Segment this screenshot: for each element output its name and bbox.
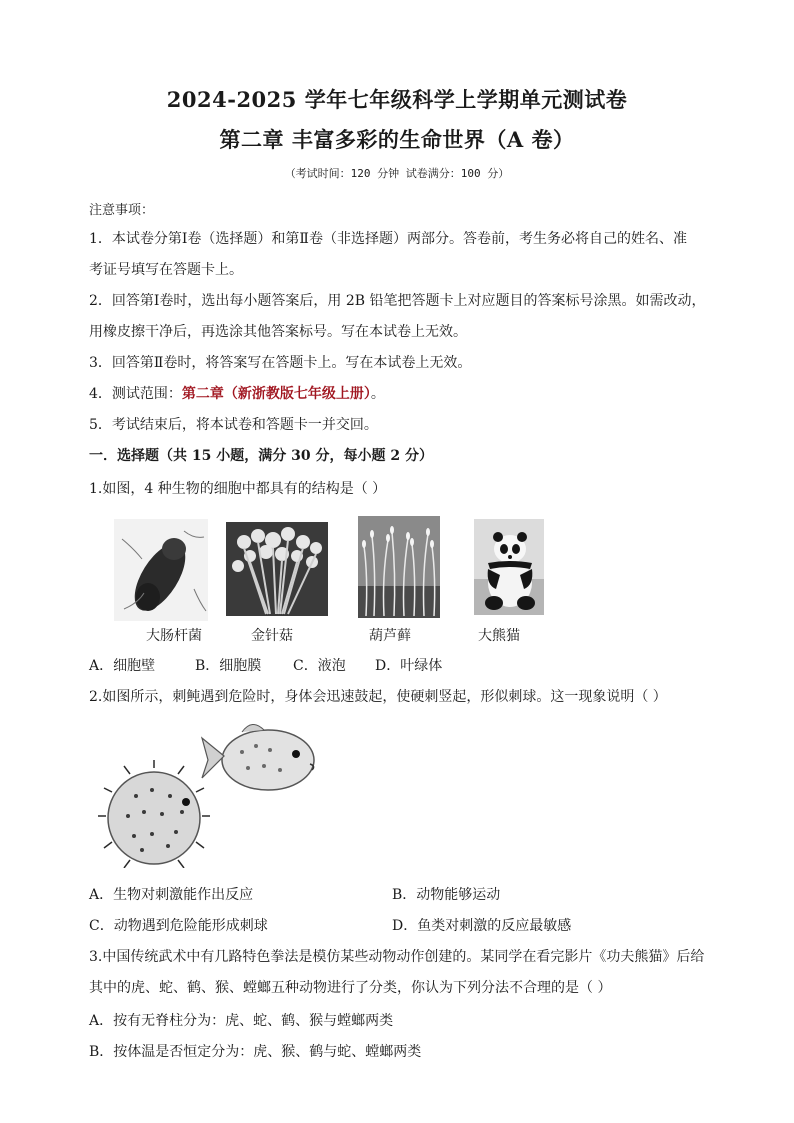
q1-option-c: C．液泡 [293,658,346,674]
q3-option-b: B．按体温是否恒定分为：虎、猴、鹤与蛇、螳螂两类 [89,1044,422,1060]
q2-option-a: A．生物对刺激能作出反应 [89,887,254,903]
giant-panda-image [474,519,544,615]
normal-pufferfish [202,724,314,790]
caption-panda: 大熊猫 [478,628,520,644]
caption-enoki: 金针菇 [251,628,293,644]
chapter-title: 第二章 丰富多彩的生命世界（A 卷） [219,127,575,152]
q2-option-c: C．动物遇到危险能形成刺球 [89,918,268,934]
inflated-pufferfish [98,760,210,868]
pufferfish-image [92,716,324,868]
exam-title: 2024-2025 学年七年级科学上学期单元测试卷 [166,87,628,112]
q3-option-a: A．按有无脊柱分为：虎、蛇、鹤、猴与螳螂两类 [89,1013,394,1029]
caption-moss: 葫芦藓 [369,628,411,644]
moss-image [358,516,440,618]
notice-item-4-suffix: 。 [370,386,385,402]
q2-option-b: B．动物能够运动 [392,887,501,903]
notice-item-4-prefix: 4．测试范围： [89,386,182,402]
caption-ecoli: 大肠杆菌 [146,628,202,644]
q1-stem: 1.如图，4 种生物的细胞中都具有的结构是（ ） [89,481,387,497]
notice-item-5: 5．考试结束后，将本试卷和答题卡一并交回。 [89,417,378,433]
notice-item-1b: 考证号填写在答题卡上。 [89,262,243,278]
notice-item-3: 3．回答第Ⅱ卷时，将答案写在答题卡上。写在本试卷上无效。 [89,355,472,371]
q2-stem: 2.如图所示，刺鲀遇到危险时，身体会迅速鼓起，使硬刺竖起，形似刺球。这一现象说明（ ） [89,689,667,705]
test-scope: 第二章（新浙教版七年级上册） [181,386,371,402]
section-heading: 一．选择题（共 15 小题，满分 30 分，每小题 2 分） [89,448,433,464]
notice-item-2a: 2．回答第Ⅰ卷时，选出每小题答案后，用 2B 铅笔把答题卡上对应题目的答案标号涂黑。如需改动， [89,293,706,309]
notice-item-2b: 用橡皮擦干净后，再选涂其他答案标号。写在本试卷上无效。 [89,324,467,340]
q2-option-d: D．鱼类对刺激的反应最敏感 [392,918,572,934]
q1-option-b: B．细胞膜 [195,658,262,674]
q1-option-a: A．细胞壁 [89,658,156,674]
notice-item-1a: 1．本试卷分第Ⅰ卷（选择题）和第Ⅱ卷（非选择题）两部分。答卷前，考生务必将自己的姓名、准 [89,231,687,247]
q3-stem-line-2: 其中的虎、蛇、鹤、猴、螳螂五种动物进行了分类，你认为下列分法不合理的是（ ） [89,980,612,996]
notice-item-4 [89,383,385,403]
ecoli-image [114,519,208,621]
q3-stem-line-1: 3.中国传统武术中有几路特色拳法是模仿某些动物动作创建的。某同学在看完影片《功夫熊猫》后给 [89,949,705,965]
notice-heading: 注意事项： [89,203,155,218]
exam-info: （考试时间：120 分钟 试卷满分：100 分） [284,167,510,180]
enoki-mushroom-image [226,522,328,616]
q1-option-d: D．叶绿体 [375,658,443,674]
